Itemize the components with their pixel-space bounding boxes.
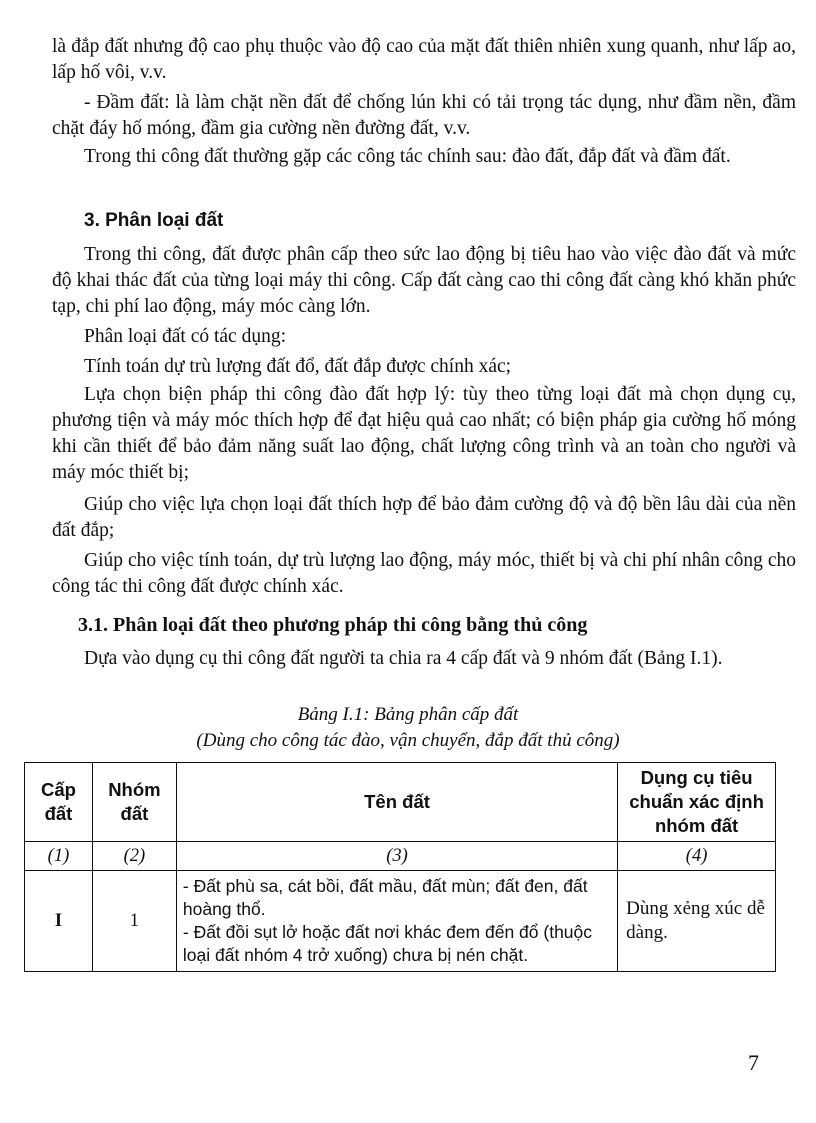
paragraph-purpose-2: Lựa chọn biện pháp thi công đào đất hợp lý: tùy theo từng loại đất mà chọn dụng cụ, phương tiện và máy móc thích hợp để đạt hiệu quả cao nhất; có biện pháp gia cường hố móng khi cần thiết để bảo đảm năng suất lao động, chất lượng công trình và an toàn cho người và máy móc thiết bị; — [52, 384, 796, 483]
col-number-1: (1) — [25, 842, 93, 871]
table-column-number-row — [25, 842, 776, 871]
row-soil-name — [176, 871, 617, 972]
header-grade: Cấp đất — [25, 763, 93, 842]
header-soil-name: Tên đất — [176, 763, 617, 842]
paragraph-main-tasks: Trong thi công đất thường gặp các công tác chính sau: đào đất, đắp đất và đầm đất. — [84, 146, 731, 167]
row-grade: I — [25, 871, 93, 972]
paragraph-purpose-intro: Phân loại đất có tác dụng: — [84, 326, 286, 347]
section-heading-3-1: 3.1. Phân loại đất theo phương pháp thi công bằng thủ công — [78, 614, 588, 636]
table-row — [25, 871, 776, 972]
col-number-2: (2) — [92, 842, 176, 871]
paragraph-compaction: - Đầm đất: là làm chặt nền đất để chống lún khi có tải trọng tác dụng, như đầm nền, đầm chặt đáy hố móng, đầm gia cường nền đường đất, v.v. — [52, 92, 796, 139]
col-number-4: (4) — [618, 842, 776, 871]
paragraph-purpose-4: Giúp cho việc tính toán, dự trù lượng lao động, máy móc, thiết bị và chi phí nhân công cho công tác thi công đất được chính xác. — [52, 550, 796, 597]
header-tool: Dụng cụ tiêu chuẩn xác định nhóm đất — [618, 763, 776, 842]
soil-description-2: - Đất đồi sụt lở hoặc đất nơi khác đem đến đổ (thuộc loại đất nhóm 4 trở xuống) chưa bị nén chặt. — [182, 922, 593, 965]
section-heading-3: 3. Phân loại đất — [84, 210, 224, 231]
row-tool: Dùng xẻng xúc dễ dàng. — [618, 871, 776, 972]
table-header-row — [25, 763, 776, 842]
paragraph-fill-continuation: là đắp đất nhưng độ cao phụ thuộc vào độ cao của mặt đất thiên nhiên xung quanh, như lấp ao, lấp hố vôi, v.v. — [52, 36, 796, 83]
page-number: 7 — [748, 1050, 759, 1075]
table-caption-subtitle: (Dùng cho công tác đào, vận chuyển, đắp đất thủ công) — [196, 730, 620, 751]
paragraph-purpose-1: Tính toán dự trù lượng đất đổ, đất đắp được chính xác; — [84, 356, 512, 377]
soil-classification-table — [24, 762, 776, 972]
paragraph-table-intro: Dựa vào dụng cụ thi công đất người ta chia ra 4 cấp đất và 9 nhóm đất (Bảng I.1). — [84, 648, 723, 669]
paragraph-purpose-3: Giúp cho việc lựa chọn loại đất thích hợp để bảo đảm cường độ và độ bền lâu dài của nền đất đắp; — [52, 494, 796, 541]
header-group: Nhóm đất — [92, 763, 176, 842]
col-number-3: (3) — [176, 842, 617, 871]
paragraph-soil-grading: Trong thi công, đất được phân cấp theo sức lao động bị tiêu hao vào việc đào đất và mức độ khai thác đất của từng loại máy thi công. Cấp đất càng cao thi công đất càng khó khăn phức tạp, chi phí lao động, máy móc càng lớn. — [52, 244, 796, 317]
row-group: 1 — [92, 871, 176, 972]
table-caption-title: Bảng I.1: Bảng phân cấp đất — [297, 704, 519, 725]
soil-description-1: - Đất phù sa, cát bồi, đất mầu, đất mùn; đất đen, đất hoàng thổ. — [182, 876, 588, 919]
